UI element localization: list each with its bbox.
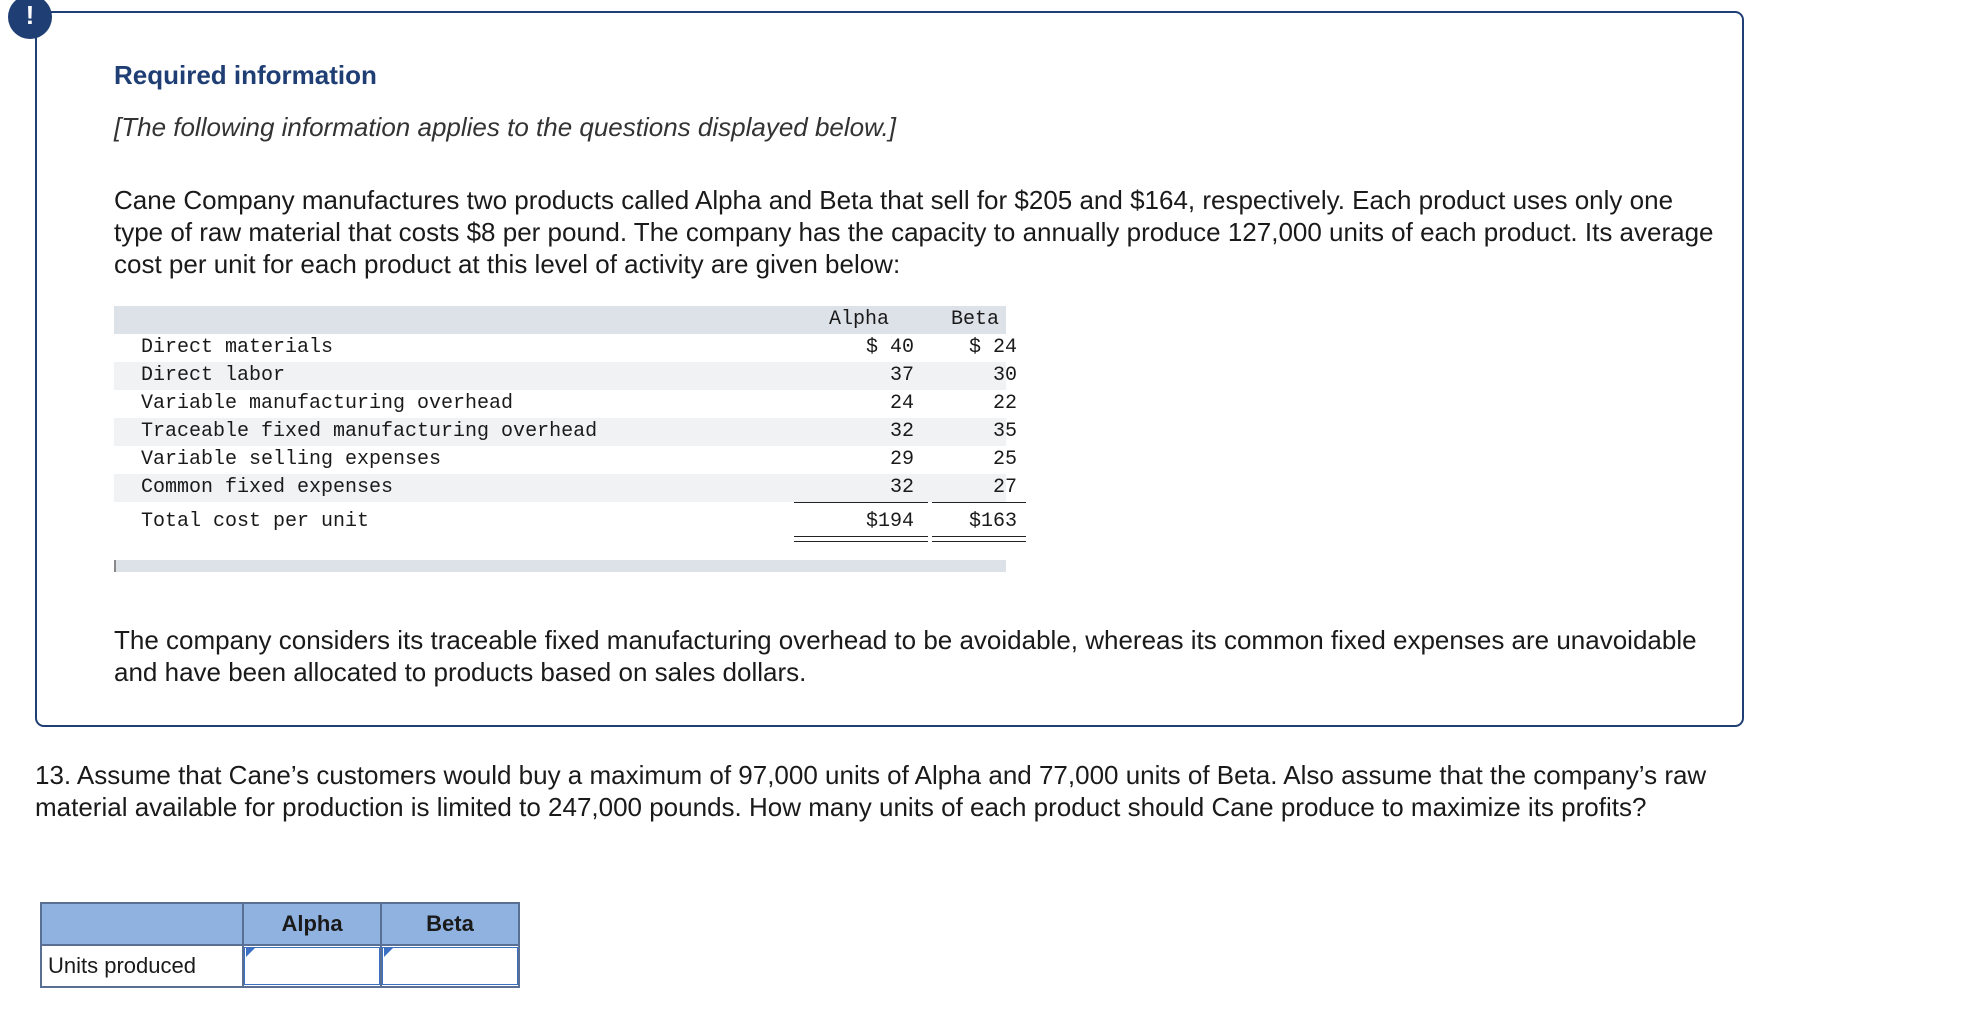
beta-value: 27 [992, 476, 1017, 499]
beta-total: $163 [968, 510, 1017, 533]
alpha-value: $ 40 [865, 336, 914, 359]
alpha-value: 32 [889, 476, 914, 499]
table-row [41, 945, 519, 987]
alpha-units-cell [243, 945, 381, 987]
intro-paragraph: Cane Company manufactures two products called Alpha and Beta that sell for $205 and $164, respectively. Each product uses only one type of raw material that costs $8 per pound. The company has the capacity to annually produce 127,000 units of each product. Its average cost per unit for each product at this level of activity are given below: [114, 185, 1714, 279]
table-row [114, 362, 1017, 390]
total-label: Total cost per unit [141, 510, 370, 533]
beta-units-input[interactable] [382, 947, 518, 985]
alert-icon: ! [8, 0, 52, 39]
info-note: [The following information applies to the questions displayed below.] [114, 112, 896, 142]
column-header-beta: Beta [950, 308, 999, 331]
answer-table [40, 902, 520, 988]
cell-marker-icon [246, 948, 255, 957]
row-label: Common fixed expenses [141, 476, 394, 499]
total-row [114, 502, 1017, 542]
row-label: Variable selling expenses [141, 448, 442, 471]
table-row [114, 334, 1017, 362]
cell-marker-icon [384, 948, 393, 957]
cost-table [114, 306, 1017, 572]
row-label: Direct labor [141, 364, 286, 387]
row-label: Direct materials [141, 336, 334, 359]
cost-table-header [114, 306, 1006, 334]
row-label: Traceable fixed manufacturing overhead [141, 420, 598, 443]
alpha-value: 32 [889, 420, 914, 443]
row-label: Variable manufacturing overhead [141, 392, 514, 415]
alpha-value: 29 [889, 448, 914, 471]
beta-value: $ 24 [968, 336, 1017, 359]
beta-value: 35 [992, 420, 1017, 443]
alpha-double-underline [794, 536, 928, 542]
answer-table-header [41, 903, 519, 945]
alpha-value: 24 [889, 392, 914, 415]
table-row [114, 474, 1017, 502]
blank-header-cell [41, 903, 243, 945]
alpha-total: $194 [865, 510, 914, 533]
required-information-box [35, 11, 1744, 727]
closing-paragraph: The company considers its traceable fixed manufacturing overhead to be avoidable, whereas its common fixed expenses are unavoidable and have been allocated to products based on sales dollars. [114, 625, 1697, 687]
column-header-alpha: Alpha [828, 308, 889, 331]
beta-value: 25 [992, 448, 1017, 471]
beta-value: 22 [992, 392, 1017, 415]
units-produced-label: Units produced [41, 945, 243, 987]
beta-value: 30 [992, 364, 1017, 387]
beta-units-cell [381, 945, 519, 987]
answer-header-beta: Beta [381, 903, 519, 945]
beta-double-underline [932, 536, 1026, 542]
alpha-units-input[interactable] [244, 947, 380, 985]
required-information-title: Required information [114, 60, 377, 90]
cost-table-footer [114, 560, 1006, 572]
table-row [114, 418, 1017, 446]
answer-header-alpha: Alpha [243, 903, 381, 945]
table-row [114, 446, 1017, 474]
alpha-value: 37 [889, 364, 914, 387]
table-row [114, 390, 1017, 418]
question-text: 13. Assume that Cane’s customers would buy a maximum of 97,000 units of Alpha and 77,000 units of Beta. Also assume that the company’s raw material available for production is limited to 247,000 pounds. How many units of each product should Cane produce to maximize its profits? [35, 760, 1707, 822]
